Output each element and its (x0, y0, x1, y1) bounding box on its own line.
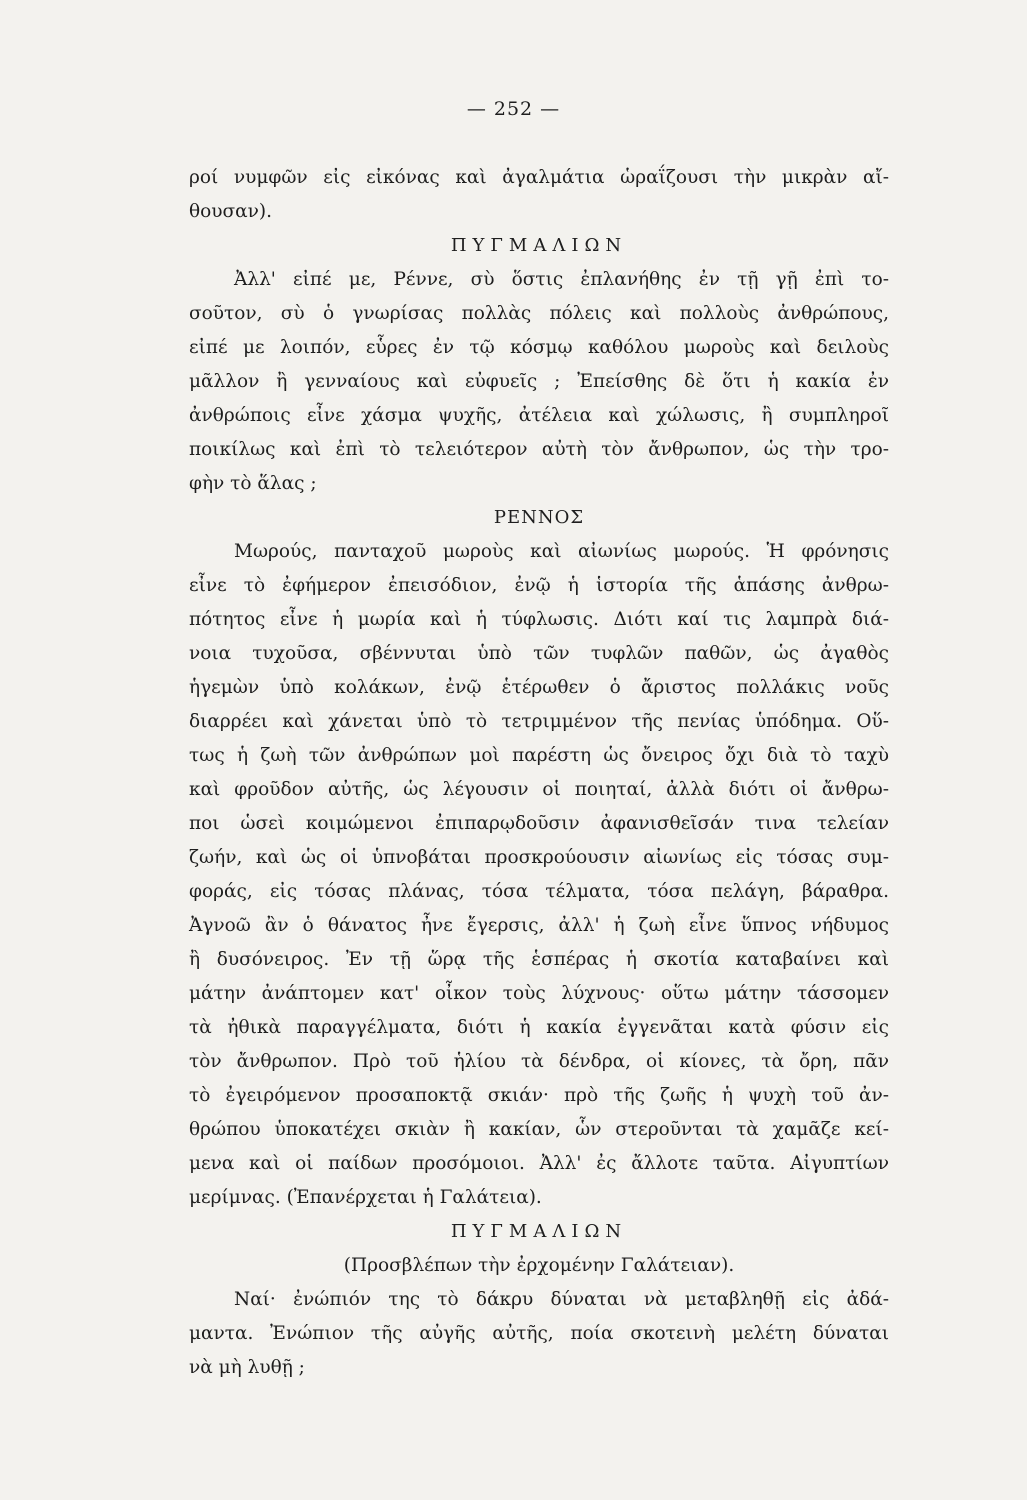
speaker-heading: ΠΥΓΜΑΛΙΩΝ (450, 1221, 628, 1242)
text-line: μερίμνας. (Ἐπανέρχεται ἡ Γαλάτεια). (189, 1187, 542, 1208)
text-line: ἀνθρώποις εἶνε χάσμα ψυχῆς, ἀτέλεια καὶ χώλωσις, ἢ συμπληροῖ (189, 405, 889, 426)
text-line: μενα καὶ οἱ παίδων προσόμοιοι. Ἀλλ' ἐς ἄλλοτε ταῦτα. Αἰγυπτίων (189, 1153, 889, 1174)
text-line: εἰπέ με λοιπόν, εὗρες ἐν τῷ κόσμῳ καθόλου μωροὺς καὶ δειλοὺς (189, 337, 889, 358)
book-text (189, 161, 889, 1385)
text-line: μᾶλλον ἢ γενναίους καὶ εὐφυεῖς ; Ἐπείσθης δὲ ὅτι ἡ κακία ἐν (189, 371, 889, 392)
speaker-heading: ΡΕΝΝΟΣ (493, 507, 585, 528)
text-line: νὰ μὴ λυθῇ ; (189, 1357, 305, 1378)
text-line: νοια τυχοῦσα, σβέννυται ὑπὸ τῶν τυφλῶν παθῶν, ὡς ἀγαθὸς (189, 643, 889, 664)
text-line: Ναί· ἐνώπιόν της τὸ δάκρυ δύναται νὰ μεταβληθῇ εἰς ἀδά- (234, 1289, 889, 1310)
text-line: θρώπου ὑποκατέχει σκιὰν ἢ κακίαν, ὧν στεροῦνται τὰ χαμᾶζε κεί- (189, 1119, 889, 1140)
text-line: φοράς, εἰς τόσας πλάνας, τόσα τέλματα, τόσα πελάγη, βάραθρα. (189, 881, 889, 902)
text-line: τὸ ἐγειρόμενον προσαποκτᾷ σκιάν· πρὸ τῆς ζωῆς ἡ ψυχὴ τοῦ ἀν- (189, 1085, 889, 1106)
text-line: καὶ φροῦδον αὐτῆς, ὡς λέγουσιν οἱ ποιηταί, ἀλλὰ διότι οἱ ἄνθρω- (189, 779, 889, 800)
text-line: τὰ ἠθικὰ παραγγέλματα, διότι ἡ κακία ἐγγενᾶται κατὰ φύσιν εἰς (189, 1017, 889, 1038)
text-line: πότητος εἶνε ἡ μωρία καὶ ἡ τύφλωσις. Διότι καί τις λαμπρὰ διά- (189, 609, 889, 630)
text-line: φὴν τὸ ἅλας ; (189, 473, 317, 494)
text-line: ἡγεμὼν ὑπὸ κολάκων, ἐνῷ ἑτέρωθεν ὁ ἄριστος πολλάκις νοῦς (189, 677, 889, 698)
text-line: σοῦτον, σὺ ὁ γνωρίσας πολλὰς πόλεις καὶ πολλοὺς ἀνθρώπους, (189, 303, 889, 324)
text-line: μαντα. Ἐνώπιον τῆς αὐγῆς αὐτῆς, ποία σκοτεινὴ μελέτη δύναται (189, 1323, 889, 1344)
stage-direction: (Προσβλέπων τὴν ἐρχομένην Γαλάτειαν). (343, 1255, 735, 1276)
text-line: εἶνε τὸ ἐφήμερον ἐπεισόδιον, ἐνῷ ἡ ἱστορία τῆς ἁπάσης ἀνθρω- (189, 575, 889, 596)
text-line: Μωρούς, πανταχοῦ μωροὺς καὶ αἰωνίως μωρούς. Ἡ φρόνησις (234, 541, 889, 562)
text-line: μάτην ἀνάπτομεν κατ' οἶκον τοὺς λύχνους· οὕτω μάτην τάσσομεν (189, 983, 889, 1004)
text-line: ροί νυμφῶν εἰς εἰκόνας καὶ ἀγαλμάτια ὡραΐζουσι τὴν μικρὰν αἴ- (189, 167, 889, 188)
text-line: Ἀλλ' εἰπέ με, Ρέννε, σὺ ὅστις ἐπλανήθης ἐν τῇ γῇ ἐπὶ το- (234, 269, 889, 290)
text-line: Ἀγνοῶ ἂν ὁ θάνατος ἦνε ἔγερσις, ἀλλ' ἡ ζωὴ εἶνε ὕπνος νήδυμος (189, 915, 889, 936)
text-line: ποικίλως καὶ ἐπὶ τὸ τελειότερον αὐτὴ τὸν ἄνθρωπον, ὡς τὴν τρο- (189, 439, 889, 460)
text-line: ἢ δυσόνειρος. Ἐν τῇ ὥρᾳ τῆς ἑσπέρας ἡ σκοτία καταβαίνει καὶ (189, 949, 889, 970)
text-line: τως ἡ ζωὴ τῶν ἀνθρώπων μοὶ παρέστη ὡς ὄνειρος ὄχι διὰ τὸ ταχὺ (189, 745, 889, 766)
text-line: ζωήν, καὶ ὡς οἱ ὑπνοβάται προσκρούουσιν αἰωνίως εἰς τόσας συμ- (189, 847, 889, 868)
page-number: — 252 — (466, 98, 561, 120)
text-line: διαρρέει καὶ χάνεται ὑπὸ τὸ τετριμμένον τῆς πενίας ὑπόδημα. Οὕ- (189, 711, 889, 732)
text-line: θουσαν). (189, 201, 272, 222)
text-line: τὸν ἄνθρωπον. Πρὸ τοῦ ἡλίου τὰ δένδρα, οἱ κίονες, τὰ ὄρη, πᾶν (189, 1051, 889, 1072)
text-line: ποι ὡσεὶ κοιμώμενοι ἐπιπαρῳδοῦσιν ἀφανισθεῖσάν τινα τελείαν (189, 813, 889, 834)
speaker-heading: ΠΥΓΜΑΛΙΩΝ (450, 235, 628, 256)
